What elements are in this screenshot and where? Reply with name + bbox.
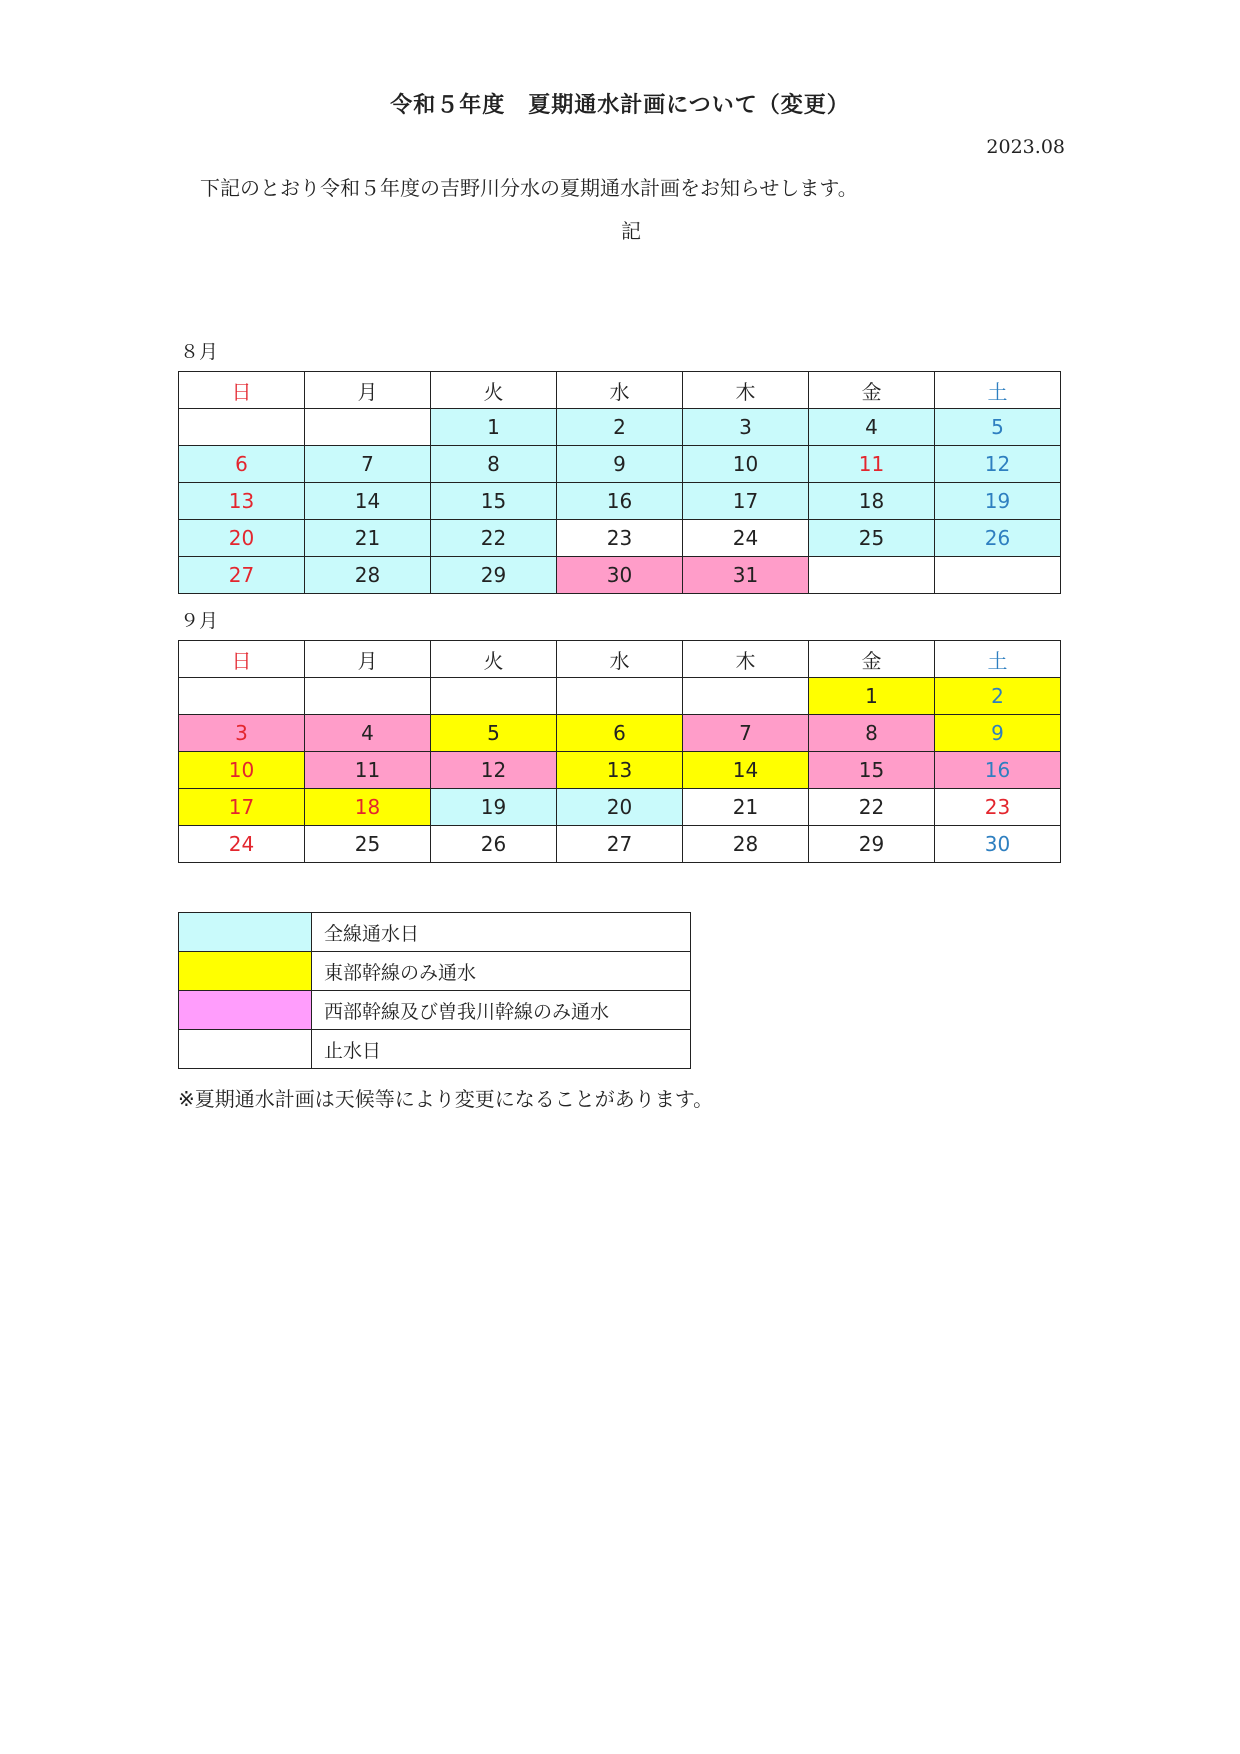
legend-swatch-west: [179, 991, 312, 1030]
legend-swatch-east: [179, 952, 312, 991]
weekday-header-cell: 日: [179, 641, 305, 678]
calendar-day-cell: 30: [935, 826, 1061, 863]
calendar-day-cell: 30: [557, 557, 683, 594]
month-label-september: ９月: [180, 610, 219, 632]
intro-text: 下記のとおり令和５年度の吉野川分水の夏期通水計画をお知らせします。: [200, 176, 858, 200]
legend-label: 全線通水日: [312, 913, 691, 952]
calendar-week-row: [179, 789, 1061, 826]
calendar-day-cell: 8: [809, 715, 935, 752]
calendar-day-cell: 15: [809, 752, 935, 789]
calendar-day-cell: 22: [431, 520, 557, 557]
weekday-header-cell: 金: [809, 372, 935, 409]
weekday-header-cell: 日: [179, 372, 305, 409]
calendar-day-cell: 12: [431, 752, 557, 789]
calendar-week-row: [179, 826, 1061, 863]
legend-table: [178, 912, 691, 1069]
weekday-header-cell: 土: [935, 641, 1061, 678]
weekday-header-cell: 水: [557, 372, 683, 409]
calendar-day-cell: [935, 557, 1061, 594]
calendar-day-cell: 11: [305, 752, 431, 789]
august-calendar-table: [178, 371, 1061, 594]
calendar-day-cell: 1: [431, 409, 557, 446]
month-label-august: ８月: [180, 341, 219, 363]
calendar-week-row: [179, 715, 1061, 752]
calendar-day-cell: 28: [305, 557, 431, 594]
calendar-day-cell: 7: [305, 446, 431, 483]
calendar-day-cell: 9: [935, 715, 1061, 752]
calendar-day-cell: 13: [179, 483, 305, 520]
calendar-day-cell: [179, 409, 305, 446]
calendar-day-cell: 21: [305, 520, 431, 557]
calendar-day-cell: 9: [557, 446, 683, 483]
legend-swatch-stop: [179, 1030, 312, 1069]
calendar-day-cell: 17: [179, 789, 305, 826]
calendar-day-cell: 16: [935, 752, 1061, 789]
legend-row: [179, 913, 691, 952]
calendar-day-cell: 14: [305, 483, 431, 520]
calendar-day-cell: [179, 678, 305, 715]
calendar-day-cell: [305, 678, 431, 715]
calendar-day-cell: 20: [557, 789, 683, 826]
calendar-day-cell: 24: [683, 520, 809, 557]
calendar-day-cell: 1: [809, 678, 935, 715]
calendar-day-cell: [683, 678, 809, 715]
calendar-day-cell: 19: [431, 789, 557, 826]
legend-row: [179, 991, 691, 1030]
weekday-header-cell: 木: [683, 641, 809, 678]
calendar-week-row: [179, 557, 1061, 594]
weekday-header-cell: 火: [431, 372, 557, 409]
calendar-day-cell: 7: [683, 715, 809, 752]
weekday-header-cell: 火: [431, 641, 557, 678]
calendar-day-cell: 3: [179, 715, 305, 752]
calendar-day-cell: 8: [431, 446, 557, 483]
calendar-day-cell: 15: [431, 483, 557, 520]
calendar-day-cell: 23: [935, 789, 1061, 826]
calendar-day-cell: 26: [431, 826, 557, 863]
calendar-day-cell: 4: [809, 409, 935, 446]
weekday-header-cell: 木: [683, 372, 809, 409]
weekday-header-cell: 月: [305, 641, 431, 678]
calendar-day-cell: [431, 678, 557, 715]
weekday-header-cell: 月: [305, 372, 431, 409]
calendar-day-cell: 25: [305, 826, 431, 863]
calendar-day-cell: 21: [683, 789, 809, 826]
calendar-day-cell: 23: [557, 520, 683, 557]
footnote: ※夏期通水計画は天候等により変更になることがあります。: [178, 1087, 714, 1111]
calendar-day-cell: 29: [431, 557, 557, 594]
weekday-header-row: [179, 372, 1061, 409]
calendar-day-cell: 5: [935, 409, 1061, 446]
calendar-day-cell: 2: [935, 678, 1061, 715]
calendar-day-cell: 18: [305, 789, 431, 826]
calendar-day-cell: 31: [683, 557, 809, 594]
calendar-day-cell: 17: [683, 483, 809, 520]
calendar-day-cell: 13: [557, 752, 683, 789]
weekday-header-cell: 金: [809, 641, 935, 678]
calendar-day-cell: 20: [179, 520, 305, 557]
ki-heading: 記: [621, 219, 641, 243]
calendar-day-cell: 6: [179, 446, 305, 483]
calendar-week-row: [179, 483, 1061, 520]
calendar-day-cell: 22: [809, 789, 935, 826]
legend-row: [179, 952, 691, 991]
weekday-header-row: [179, 641, 1061, 678]
legend-row: [179, 1030, 691, 1069]
calendar-day-cell: 12: [935, 446, 1061, 483]
september-calendar-table: [178, 640, 1061, 863]
calendar-day-cell: 16: [557, 483, 683, 520]
calendar-day-cell: 18: [809, 483, 935, 520]
calendar-day-cell: 3: [683, 409, 809, 446]
weekday-header-cell: 水: [557, 641, 683, 678]
calendar-day-cell: 10: [179, 752, 305, 789]
calendar-day-cell: 2: [557, 409, 683, 446]
calendar-day-cell: 5: [431, 715, 557, 752]
calendar-week-row: [179, 678, 1061, 715]
calendar-day-cell: [305, 409, 431, 446]
legend-label: 西部幹線及び曽我川幹線のみ通水: [312, 991, 691, 1030]
calendar-day-cell: [809, 557, 935, 594]
legend-label: 止水日: [312, 1030, 691, 1069]
calendar-day-cell: 25: [809, 520, 935, 557]
calendar-day-cell: 27: [179, 557, 305, 594]
calendar-day-cell: 24: [179, 826, 305, 863]
calendar-day-cell: 10: [683, 446, 809, 483]
calendar-week-row: [179, 446, 1061, 483]
calendar-week-row: [179, 409, 1061, 446]
calendar-week-row: [179, 752, 1061, 789]
calendar-day-cell: 27: [557, 826, 683, 863]
calendar-day-cell: 19: [935, 483, 1061, 520]
issue-date: 2023.08: [986, 136, 1065, 158]
calendar-day-cell: 26: [935, 520, 1061, 557]
legend-swatch-full: [179, 913, 312, 952]
calendar-week-row: [179, 520, 1061, 557]
calendar-day-cell: 6: [557, 715, 683, 752]
weekday-header-cell: 土: [935, 372, 1061, 409]
calendar-day-cell: 11: [809, 446, 935, 483]
calendar-day-cell: 4: [305, 715, 431, 752]
calendar-day-cell: 28: [683, 826, 809, 863]
calendar-day-cell: 29: [809, 826, 935, 863]
calendar-day-cell: 14: [683, 752, 809, 789]
legend-label: 東部幹線のみ通水: [312, 952, 691, 991]
calendar-day-cell: [557, 678, 683, 715]
page-title: 令和５年度 夏期通水計画について（変更）: [390, 93, 850, 118]
